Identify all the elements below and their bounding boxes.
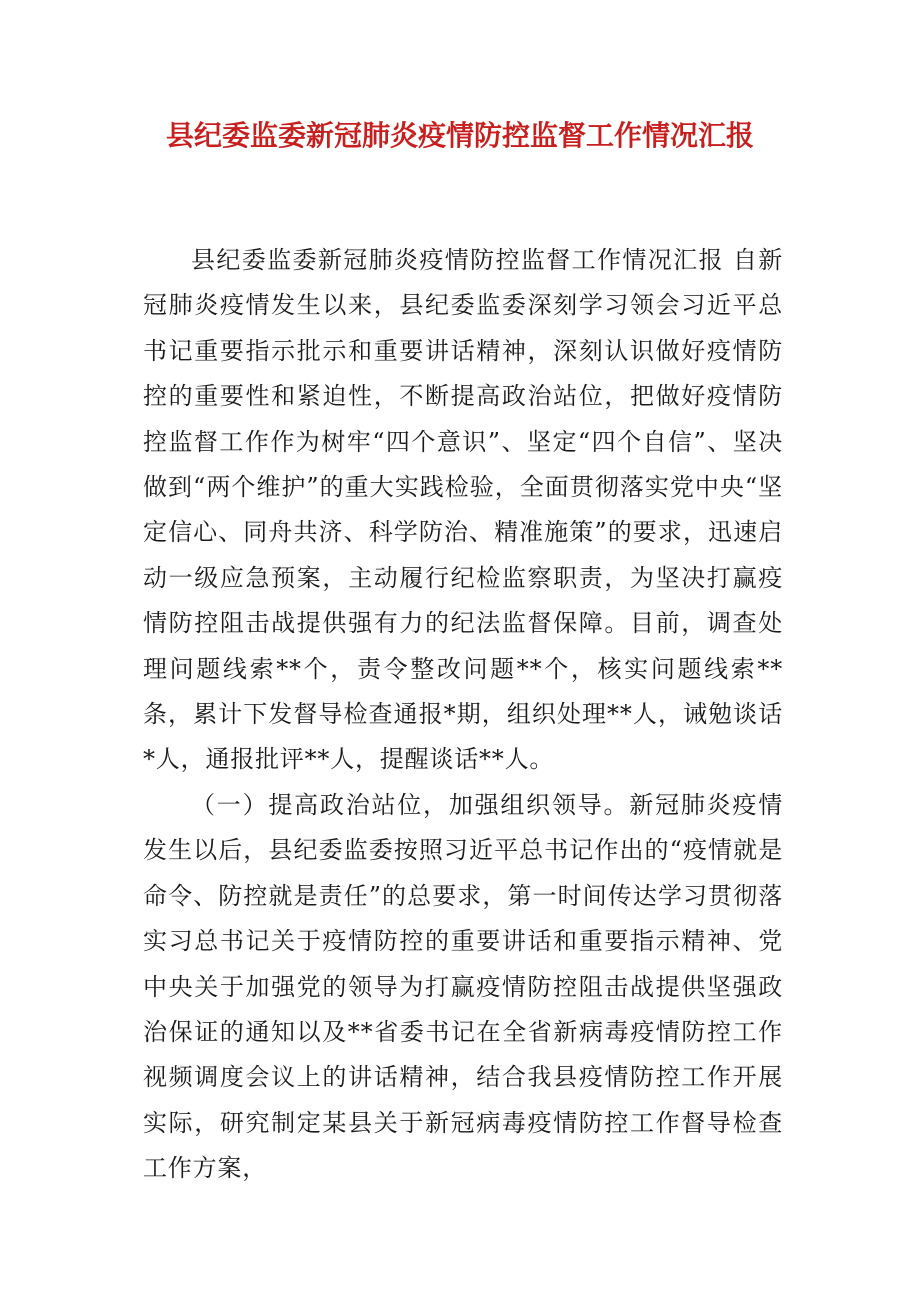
paragraph-intro: 县纪委监委新冠肺炎疫情防控监督工作情况汇报 自新冠肺炎疫情发生以来，县纪委监委深刻学习领会习近平总书记重要指示批示和重要讲话精神，深刻认识做好疫情防控的重要性和紧迫性，不断提高政治站位，把做好疫情防控监督工作作为树牢“四个意识”、坚定“四个自信”、坚决做到“两个维护”的重大实践检验，全面贯彻落实党中央“坚定信心、同舟共济、科学防治、精准施策”的要求，迅速启动一级应急预案，主动履行纪检监察职责，为坚决打赢疫情防控阻击战提供强有力的纪法监督保障。目前，调查处理问题线索**个，责令整改问题**个，核实问题线索**条，累计下发督导检查通报*期，组织处理**人，诫勉谈话*人，通报批评**人，提醒谈话**人。 (143, 246, 783, 774)
document-body (143, 238, 783, 1192)
paragraph-section-1: （一）提高政治站位，加强组织领导。新冠肺炎疫情发生以后，县纪委监委按照习近平总书记作出的“疫情就是命令、防控就是责任”的总要求，第一时间传达学习贯彻落实习总书记关于疫情防控的重要讲话和重要指示精神、党中央关于加强党的领导为打赢疫情防控阻击战提供坚强政治保证的通知以及**省委书记在全省新病毒疫情防控工作视频调度会议上的讲话精神，结合我县疫情防控工作开展实际，研究制定某县关于新冠病毒疫情防控工作督导检查工作方案， (143, 790, 783, 1183)
document-title: 县纪委监委新冠肺炎疫情防控监督工作情况汇报 (165, 119, 754, 152)
